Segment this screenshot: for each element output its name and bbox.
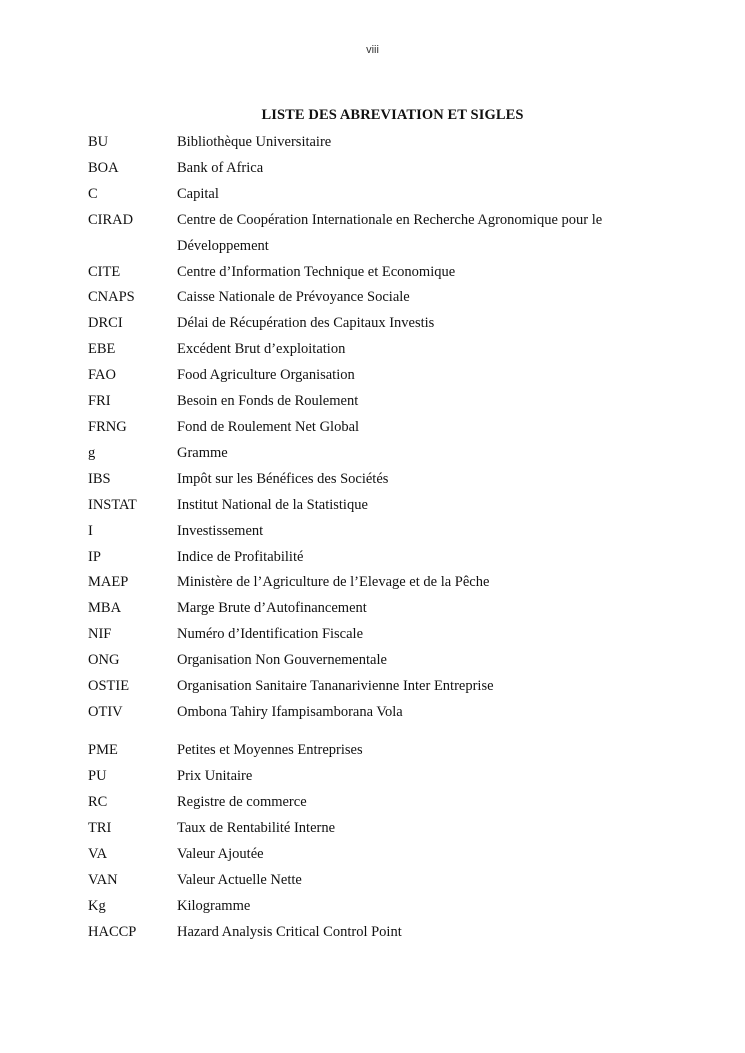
- abbreviation: I: [88, 522, 93, 539]
- definition: Excédent Brut d’exploitation: [177, 341, 346, 358]
- definition: Centre de Coopération Internationale en Recherche Agronomique pour le Développement: [177, 211, 603, 254]
- abbreviation: ONG: [88, 652, 120, 669]
- definition: Kilogramme: [177, 897, 251, 914]
- definition: Petites et Moyennes Entreprises: [177, 742, 363, 759]
- definition: Numéro d’Identification Fiscale: [177, 626, 364, 643]
- abbreviation: PME: [88, 742, 118, 759]
- abbreviation-row: [88, 337, 688, 363]
- abbreviation: CIRAD: [88, 211, 134, 228]
- definition: Valeur Ajoutée: [177, 846, 264, 863]
- abbreviation: MBA: [88, 600, 122, 617]
- abbreviation-row: [88, 894, 688, 920]
- abbreviation: VA: [88, 846, 108, 863]
- abbreviation: IBS: [88, 470, 111, 487]
- abbreviation-row: [88, 700, 688, 726]
- abbreviation: PU: [88, 768, 107, 785]
- abbreviation: Kg: [88, 897, 106, 914]
- definition: Gramme: [177, 444, 228, 461]
- abbreviation: CITE: [88, 263, 121, 280]
- abbreviation: HACCP: [88, 923, 137, 940]
- definition: Bibliothèque Universitaire: [177, 134, 332, 150]
- abbreviation: FRNG: [88, 418, 127, 435]
- abbreviation-row: [88, 570, 688, 596]
- abbreviation-row: [88, 182, 688, 208]
- abbreviation-row: [88, 285, 688, 311]
- definition: Caisse Nationale de Prévoyance Sociale: [177, 289, 410, 306]
- definition: Indice de Profitabilité: [177, 548, 304, 565]
- definition: Bank of Africa: [177, 159, 264, 176]
- abbreviation: EBE: [88, 341, 116, 358]
- abbreviation-row: [88, 389, 688, 415]
- abbreviation-row: [88, 816, 688, 842]
- definition: Organisation Sanitaire Tananarivienne Inter Entreprise: [177, 678, 494, 695]
- page-title: LISTE DES ABREVIATION ET SIGLES: [261, 107, 524, 123]
- abbreviation: OSTIE: [88, 678, 130, 695]
- definition: Investissement: [177, 522, 264, 539]
- abbreviation-row: [88, 738, 688, 764]
- definition: Registre de commerce: [177, 794, 307, 811]
- abbreviation-list: [88, 130, 688, 946]
- abbreviation: FAO: [88, 367, 116, 384]
- abbreviation-row: [88, 415, 688, 441]
- definition: Impôt sur les Bénéfices des Sociétés: [177, 470, 389, 487]
- definition: Ombona Tahiry Ifampisamborana Vola: [177, 703, 403, 720]
- abbreviation-row: [88, 467, 688, 493]
- definition: Organisation Non Gouvernementale: [177, 652, 387, 669]
- abbreviation: BOA: [88, 159, 119, 176]
- abbreviation-row: [88, 674, 688, 700]
- definition: Ministère de l’Agriculture de l’Elevage et de la Pêche: [177, 574, 490, 591]
- definition: Besoin en Fonds de Roulement: [177, 393, 359, 410]
- definition: Valeur Actuelle Nette: [177, 871, 302, 888]
- definition: Délai de Récupération des Capitaux Investis: [177, 315, 435, 332]
- abbreviation: INSTAT: [88, 496, 137, 513]
- definition: Prix Unitaire: [177, 768, 253, 785]
- abbreviation-row: [88, 363, 688, 389]
- page-number: viii: [366, 44, 379, 56]
- abbreviation-row: [88, 842, 688, 868]
- abbreviation: g: [88, 444, 96, 461]
- abbreviation: CNAPS: [88, 289, 135, 306]
- definition: Taux de Rentabilité Interne: [177, 820, 336, 837]
- abbreviation-row: [88, 790, 688, 816]
- abbreviation-row: [88, 764, 688, 790]
- abbreviation: IP: [88, 548, 101, 565]
- abbreviation-row: [88, 493, 688, 519]
- abbreviation-row: [88, 441, 688, 467]
- abbreviation-row: [88, 868, 688, 894]
- abbreviation: RC: [88, 794, 108, 811]
- abbreviation: FRI: [88, 393, 111, 410]
- definition: Marge Brute d’Autofinancement: [177, 600, 367, 617]
- abbreviation: BU: [88, 134, 109, 150]
- abbreviation-row: [88, 208, 688, 260]
- abbreviation-row: [88, 648, 688, 674]
- abbreviation-row: [88, 545, 688, 571]
- abbreviation-row: [88, 311, 688, 337]
- abbreviation-row: [88, 156, 688, 182]
- definition: Capital: [177, 185, 219, 202]
- definition: Hazard Analysis Critical Control Point: [177, 923, 402, 940]
- abbreviation-row: [88, 622, 688, 648]
- abbreviation-row: [88, 596, 688, 622]
- definition: Institut National de la Statistique: [177, 496, 368, 513]
- abbreviation: C: [88, 185, 98, 202]
- abbreviation-row: [88, 260, 688, 286]
- definition: Fond de Roulement Net Global: [177, 418, 360, 435]
- abbreviation-row: [88, 130, 688, 156]
- abbreviation-row: [88, 920, 688, 946]
- abbreviation: VAN: [88, 871, 118, 888]
- abbreviation: OTIV: [88, 703, 123, 720]
- abbreviation: MAEP: [88, 574, 129, 591]
- abbreviation: TRI: [88, 820, 112, 837]
- abbreviation: DRCI: [88, 315, 123, 332]
- abbreviation-row: [88, 519, 688, 545]
- definition: Food Agriculture Organisation: [177, 367, 355, 384]
- definition: Centre d’Information Technique et Economique: [177, 263, 456, 280]
- abbreviation: NIF: [88, 626, 112, 643]
